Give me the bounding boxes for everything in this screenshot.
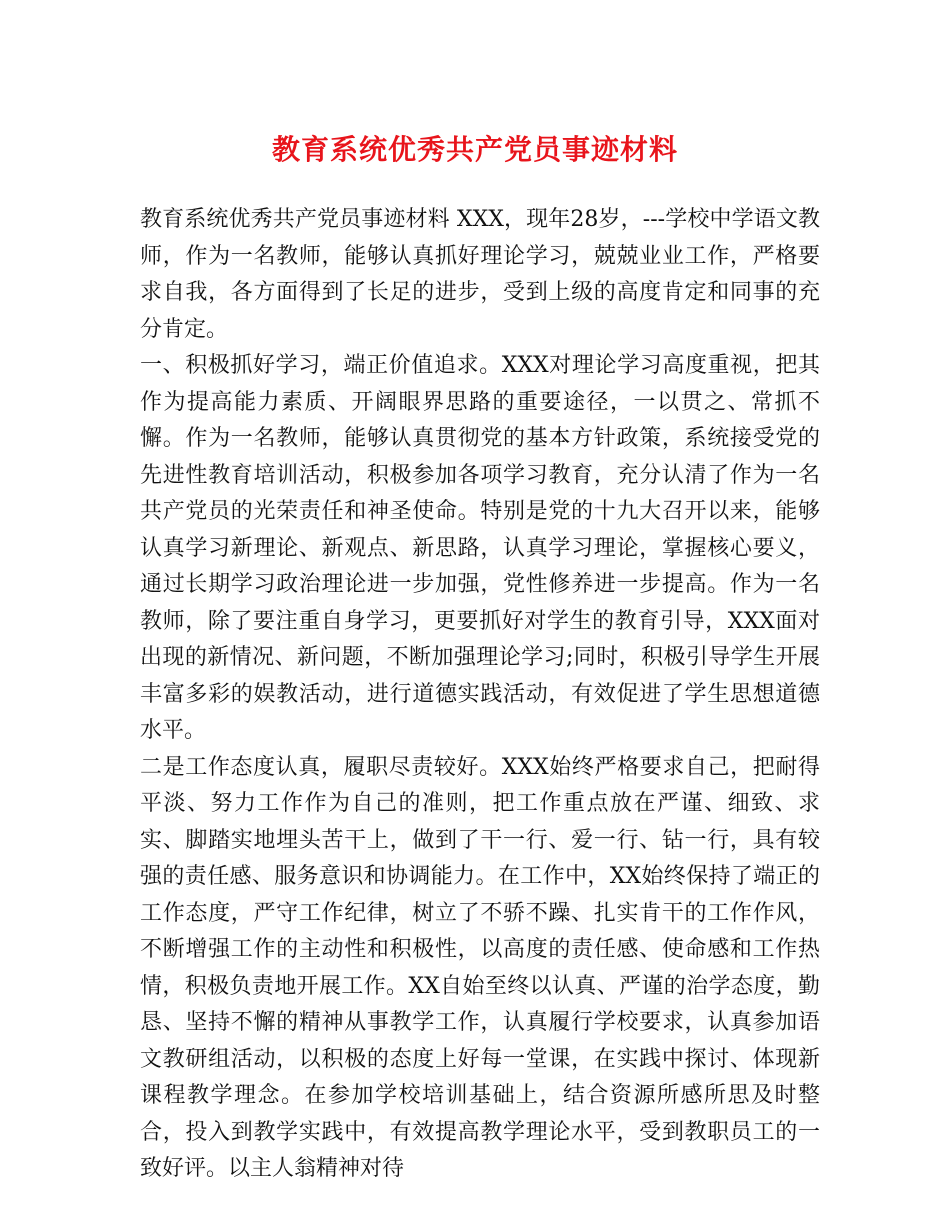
document-body (140, 202, 820, 1188)
document-title: 教育系统优秀共产党员事迹材料 (271, 133, 678, 166)
paragraph-study: 一、积极抓好学习，端正价值追求。XXX对理论学习高度重视，把其作为提高能力素质、开阔眼界思路的重要途径，一以贯之、常抓不懈。作为一名教师，能够认真贯彻党的基本方针政策，系统接受党的先进性教育培训活动，积极参加各项学习教育，充分认清了作为一名共产党员的光荣责任和神圣使命。特别是党的十九大召开以来，能够认真学习新理论、新观点、新思路，认真学习理论，掌握核心要义，通过长期学习政治理论进一步加强，党性修养进一步提高。作为一名教师，除了要注重自身学习，更要抓好对学生的教育引导，XXX面对出现的新情况、新问题，不断加强理论学习;同时，积极引导学生开展丰富多彩的娱教活动，进行道德实践活动，有效促进了学生思想道德水平。 (140, 353, 820, 743)
paragraph-intro: 教育系统优秀共产党员事迹材料 XXX，现年28岁，---学校中学语文教师，作为一名教师，能够认真抓好理论学习，兢兢业业工作，严格要求自我，各方面得到了长足的进步，受到上级的高度肯定和同事的充分肯定。 (140, 207, 820, 342)
paragraph-work-attitude: 二是工作态度认真，履职尽责较好。XXX始终严格要求自己，把耐得平淡、努力工作作为自己的准则，把工作重点放在严谨、细致、求实、脚踏实地埋头苦干上，做到了干一行、爱一行、钻一行，具有较强的责任感、服务意识和协调能力。在工作中，XX始终保持了端正的工作态度，严守工作纪律，树立了不骄不躁、扎实肯干的工作作风，不断增强工作的主动性和积极性，以高度的责任感、使命感和工作热情，积极负责地开展工作。XX自始至终以认真、严谨的治学态度，勤恳、坚持不懈的精神从事教学工作，认真履行学校要求，认真参加语文教研组活动，以积极的态度上好每一堂课，在实践中探讨、体现新课程教学理念。在参加学校培训基础上，结合资源所感所思及时整合，投入到教学实践中，有效提高教学理论水平，受到教职员工的一致好评。以主人翁精神对待 (140, 754, 820, 1181)
